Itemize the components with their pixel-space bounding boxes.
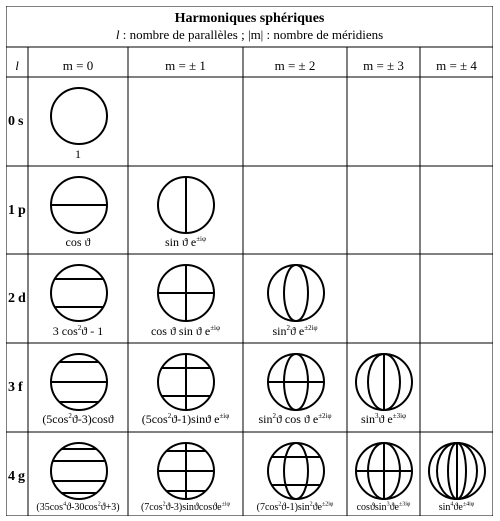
formula-l0-m0-text: 1 (75, 147, 81, 161)
formula-l1-m0 (28, 235, 128, 250)
formula-l2-m2-exp1: 2 (286, 324, 290, 332)
formula-l4-m0-exp2: 2 (97, 501, 101, 508)
formula-l3-m1-b: ϑ-1)sinϑ e (171, 412, 220, 426)
orbital-g-m1-diagram (156, 441, 216, 501)
formula-l4-m1-b: ϑ-3)sinϑcosϑe (165, 502, 222, 513)
formula-l2-m2-b: ϑ e (289, 324, 305, 338)
spherical-harmonics-table (6, 6, 493, 516)
table-grid (6, 6, 493, 516)
formula-l2-m0-b: ϑ - 1 (81, 324, 104, 338)
formula-l4-m0-a: (35cos (36, 502, 64, 513)
header-m2: m = ± 2 (274, 58, 316, 73)
orbital-f-m1-diagram (156, 352, 216, 412)
formula-l3-m2-a: sin (258, 412, 273, 426)
subtitle-l-symbol: l (115, 27, 120, 42)
formula-l2-m0-a: 3 cos (52, 324, 78, 338)
formula-l4-m0-c: ϑ+3) (100, 502, 120, 513)
formula-l4-m1-exp1: 2 (162, 501, 166, 508)
formula-l3-m2-exp1: 2 (272, 412, 276, 420)
formula-l2-m0-exp: 2 (77, 324, 82, 332)
header-m1: m = ± 1 (165, 58, 206, 73)
formula-l4-m2-exp1: 2 (278, 501, 282, 508)
formula-l4-m2 (243, 502, 347, 513)
formula-l3-m1 (128, 412, 243, 427)
formula-l3-m0-b: ϑ-3)cosϑ (71, 412, 114, 426)
row-letter-g: g (18, 469, 25, 484)
row-l-4: 4 (8, 469, 15, 484)
header-l: l (15, 58, 19, 73)
subtitle-m-text: |m| : nombre de méridiens (247, 27, 384, 42)
formula-l4-m4-a: sin (438, 502, 451, 513)
orbital-p-m0-diagram (49, 175, 109, 235)
formula-l4-m4-exp1: 4 (450, 501, 454, 508)
formula-l1-m0-text: cos ϑ (65, 235, 91, 249)
orbital-f-m2-diagram (266, 352, 326, 412)
formula-l4-m3-b: ϑe (389, 502, 399, 513)
row-letter-d: d (18, 291, 26, 306)
formula-l3-m0-a: (5cos (42, 412, 69, 426)
formula-l2-m1-base: cos ϑ sin ϑ e (150, 324, 211, 338)
row-l-1: 1 (8, 203, 15, 218)
formula-l3-m0-exp: 2 (68, 412, 72, 420)
formula-l3-m2 (243, 412, 347, 427)
formula-l3-m2-b: ϑ cos ϑ e (275, 412, 319, 426)
formula-l1-m1-exp: ±iφ (196, 235, 207, 243)
formula-l3-m3 (347, 412, 420, 427)
formula-l3-m3-exp2: ±3iφ (392, 412, 407, 420)
formula-l2-m2 (243, 324, 347, 339)
orbital-f-m3-diagram (354, 352, 414, 412)
formula-l4-m4-b: ϑe (453, 502, 463, 513)
orbital-d-m1-diagram (156, 263, 216, 323)
formula-l3-m1-exp2: ±iφ (219, 412, 230, 420)
orbital-d-m0-diagram (49, 263, 109, 323)
orbital-g-m2-diagram (266, 441, 326, 501)
formula-l3-m3-exp1: 3 (374, 412, 379, 420)
orbital-g-m4-diagram (427, 441, 487, 501)
orbital-d-m2-diagram (266, 263, 326, 323)
formula-l4-m3-exp1: 3 (386, 501, 390, 508)
row-letter-f: f (18, 380, 23, 395)
formula-l2-m2-a: sin (272, 324, 287, 338)
formula-l4-m0-exp1: 4 (63, 501, 67, 508)
formula-l0-m0 (28, 147, 128, 162)
formula-l3-m1-exp1: 2 (167, 412, 172, 420)
row-l-3: 3 (8, 380, 15, 395)
table-subtitle (6, 27, 493, 43)
row-l-2: 2 (8, 291, 15, 306)
row-letter-p: p (18, 203, 26, 218)
formula-l4-m3-exp2: ±3iφ (398, 501, 411, 508)
formula-l4-m2-exp3: ±2iφ (321, 501, 334, 508)
formula-l3-m0 (28, 412, 128, 427)
orbital-f-m0-diagram (49, 352, 109, 412)
formula-l4-m0-b: ϑ-30cos (66, 502, 98, 513)
orbital-g-m0-diagram (49, 441, 109, 501)
formula-l4-m4-exp2: ±4iφ (462, 501, 475, 508)
header-m3: m = ± 3 (363, 58, 404, 73)
table-title: Harmoniques sphériques (174, 11, 325, 26)
formula-l3-m1-a: (5cos (141, 412, 168, 426)
formula-l1-m1-base: sin ϑ e (164, 235, 197, 249)
formula-l3-m3-b: ϑ e (378, 412, 393, 426)
formula-l2-m1 (128, 324, 243, 339)
header-m4: m = ± 4 (436, 58, 477, 73)
formula-l4-m2-a: (7cos (256, 502, 279, 513)
formula-l4-m2-b: ϑ-1)sin (281, 502, 310, 513)
orbital-g-m3-diagram (354, 441, 414, 501)
formula-l4-m0 (28, 502, 128, 513)
formula-l4-m2-c: ϑe (312, 502, 322, 513)
subtitle-l-text: : nombre de parallèles ; (119, 27, 248, 42)
formula-l2-m2-exp2: ±2iφ (304, 324, 318, 332)
formula-l3-m3-a: sin (360, 412, 375, 426)
orbital-s-diagram (49, 86, 109, 146)
formula-l4-m1 (128, 502, 243, 513)
row-letter-s: s (18, 114, 24, 129)
formula-l2-m0 (28, 324, 128, 339)
formula-l4-m2-exp2: 2 (309, 501, 313, 508)
formula-l4-m3-a: cosϑsin (356, 502, 387, 513)
header-m0: m = 0 (62, 58, 94, 73)
orbital-p-m1-diagram (156, 175, 216, 235)
formula-l1-m1 (128, 235, 243, 250)
formula-l3-m2-exp2: ±2iφ (318, 412, 332, 420)
formula-l4-m1-exp2: ±iφ (221, 501, 231, 508)
row-l-0: 0 (8, 114, 15, 129)
formula-l4-m4 (420, 502, 493, 513)
formula-l4-m1-a: (7cos (140, 502, 163, 513)
formula-l2-m1-exp: ±iφ (210, 324, 221, 332)
formula-l4-m3 (347, 502, 420, 513)
